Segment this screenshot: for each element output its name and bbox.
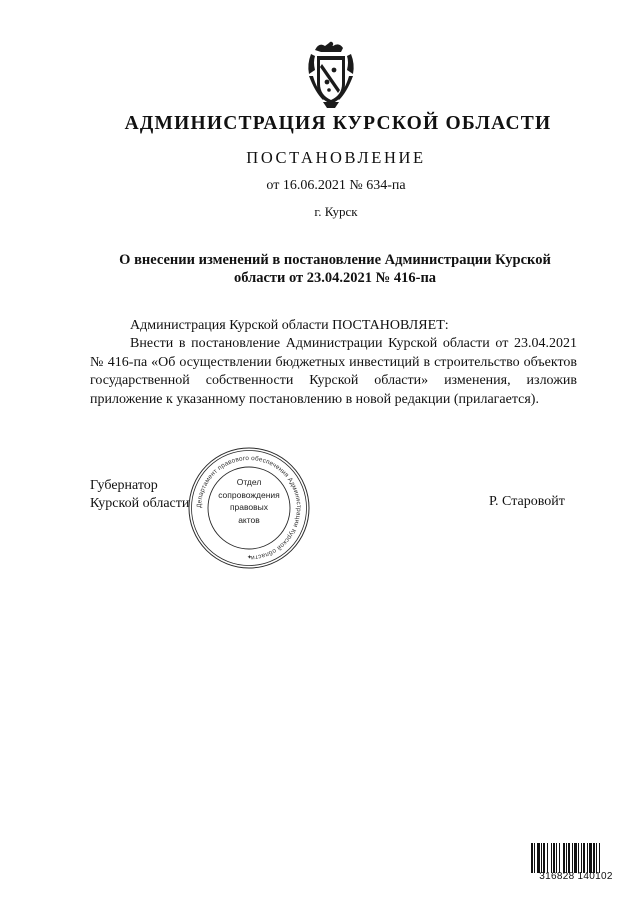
stamp-center-text [207,476,291,526]
organization-heading: АДМИНИСТРАЦИЯ КУРСКОЙ ОБЛАСТИ [124,113,552,134]
stamp-line-4: актов [238,514,260,525]
signatory-position [90,477,189,513]
stamp-line-3: правовых [229,502,269,512]
signatory-name: Р. Старовойт [489,494,565,509]
document-date-number: от 16.06.2021 № 634-па [266,178,406,193]
resolution-paragraph: Внести в постановление Администрации Курской области от 23.04.2021 № 416-па «Об осуществлении бюджетных инвестиций в строительство объектов государственной собственности Курской области» изменения, изложив приложение к указанному постановлению в новой редакции (прилагается). [90,336,577,407]
stamp-ring-text: Департамент правового обеспечения Администрации Курской области [195,454,303,561]
document-title: О внесении изменений в постановление Администрации Курской области от 23.04.2021 № 416-па [119,252,551,286]
barcode [530,843,622,873]
signatory-position-line1: Губернатор [90,478,158,493]
document-type: ПОСТАНОВЛЕНИЕ [246,148,426,167]
signatory-position-line2: Курской области [90,496,190,511]
resolution-intro: Администрация Курской области ПОСТАНОВЛЯЕТ: [130,318,449,333]
stamp-line-1: Отдел [236,477,262,487]
barcode-number: 316828 140102 [539,871,613,882]
document-city: г. Курск [314,204,358,219]
svg-text:✦: ✦ [247,555,253,561]
coat-of-arms-emblem [305,40,357,112]
stamp-line-2: сопровождения [218,489,280,500]
